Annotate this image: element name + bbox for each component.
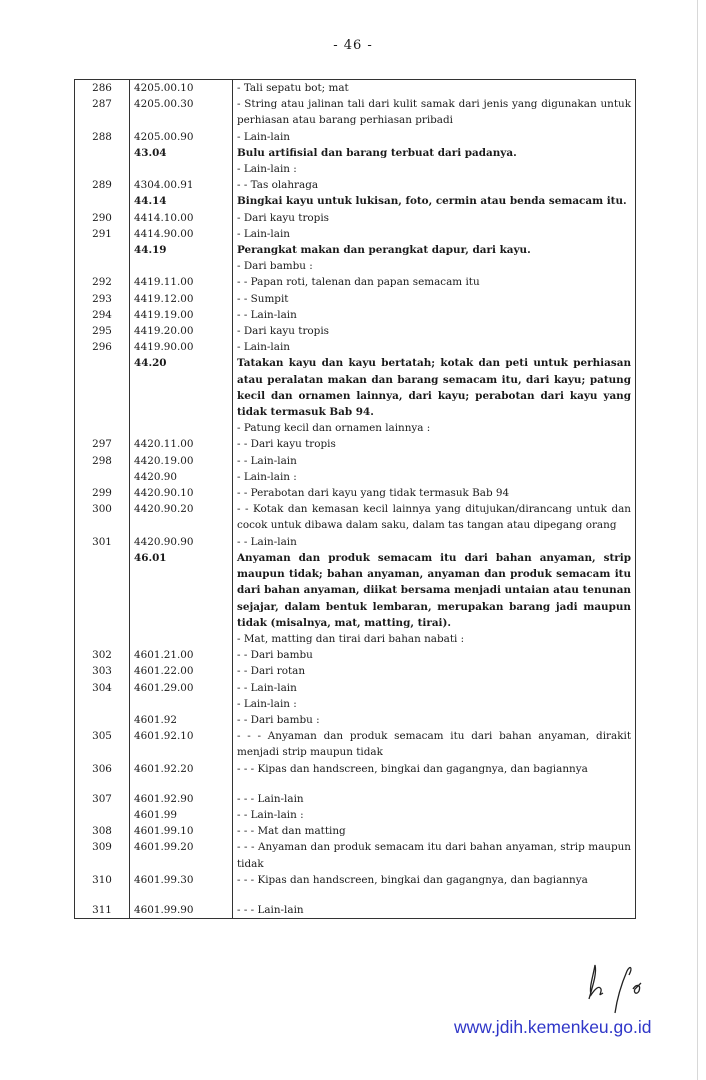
goods-description: - - - Anyaman dan produk semacam itu dari bahan anyaman, strip maupun tidak [233, 839, 636, 871]
hs-code: 4205.00.10 [130, 80, 233, 97]
table-row [75, 453, 636, 469]
row-number [75, 193, 130, 209]
page-number: - 46 - [333, 38, 373, 53]
hs-code: 4304.00.91 [130, 177, 233, 193]
hs-code: 4420.90.20 [130, 501, 233, 533]
table-row [75, 712, 636, 728]
row-number: 304 [75, 680, 130, 696]
row-number: 302 [75, 647, 130, 663]
hs-code [130, 696, 233, 712]
table-row [75, 872, 636, 902]
row-number [75, 258, 130, 274]
goods-description: - Patung kecil dan ornamen lainnya : [233, 420, 636, 436]
hs-code: 4601.92.90 [130, 791, 233, 807]
hs-code: 4414.10.00 [130, 210, 233, 226]
hs-code: 4601.92.10 [130, 728, 233, 760]
table-row [75, 631, 636, 647]
hs-code: 46.01 [130, 550, 233, 631]
goods-description: - Dari kayu tropis [233, 323, 636, 339]
hs-code: 4601.29.00 [130, 680, 233, 696]
goods-description: - - Lain-lain [233, 307, 636, 323]
table-row [75, 258, 636, 274]
row-number: 289 [75, 177, 130, 193]
row-number: 295 [75, 323, 130, 339]
hs-code: 4601.22.00 [130, 663, 233, 679]
table-row [75, 534, 636, 550]
table-row [75, 420, 636, 436]
goods-description: Anyaman dan produk semacam itu dari bahan anyaman, strip maupun tidak; bahan anyaman, anyaman dan produk semacam itu dari bahan anyaman, diikat bersama menjadi untaian atau tenunan sejajar, dalam bentuk lembaran, merupakan barang jadi maupun tidak (misalnya, mat, matting, tirai). [233, 550, 636, 631]
goods-description: - - - Kipas dan handscreen, bingkai dan gagangnya, dan bagiannya [233, 761, 636, 791]
row-number: 298 [75, 453, 130, 469]
goods-description: - - Lain-lain [233, 680, 636, 696]
hs-code: 4601.92.20 [130, 761, 233, 791]
goods-description: - - Lain-lain [233, 534, 636, 550]
goods-description: - Lain-lain : [233, 469, 636, 485]
hs-code: 4420.19.00 [130, 453, 233, 469]
footer-website-link[interactable]: www.jdih.kemenkeu.go.id [454, 1017, 652, 1037]
table-row [75, 436, 636, 452]
row-number: 290 [75, 210, 130, 226]
hs-code: 4420.11.00 [130, 436, 233, 452]
goods-description: - - Kotak dan kemasan kecil lainnya yang ditujukan/dirancang untuk dan cocok untuk dibawa dalam saku, dalam tas tangan atau dipegang orang [233, 501, 636, 533]
goods-description: - - Lain-lain [233, 453, 636, 469]
row-number: 311 [75, 902, 130, 919]
goods-description: - - Tas olahraga [233, 177, 636, 193]
goods-description: - String atau jalinan tali dari kulit samak dari jenis yang digunakan untuk perhiasan atau barang perhiasan pribadi [233, 96, 636, 128]
table-row [75, 761, 636, 791]
table-row [75, 145, 636, 161]
goods-description: - - - Anyaman dan produk semacam itu dari bahan anyaman, dirakit menjadi strip maupun tidak [233, 728, 636, 760]
row-number [75, 469, 130, 485]
hs-code: 4601.21.00 [130, 647, 233, 663]
hs-code: 44.20 [130, 355, 233, 420]
row-number: 293 [75, 291, 130, 307]
table-row [75, 550, 636, 631]
goods-description: - - - Kipas dan handscreen, bingkai dan gagangnya, dan bagiannya [233, 872, 636, 902]
row-number [75, 161, 130, 177]
row-number: 308 [75, 823, 130, 839]
row-number: 305 [75, 728, 130, 760]
hs-code: 4601.99.10 [130, 823, 233, 839]
row-number: 303 [75, 663, 130, 679]
row-number: 288 [75, 129, 130, 145]
row-number [75, 420, 130, 436]
hs-code: 4205.00.90 [130, 129, 233, 145]
row-number [75, 807, 130, 823]
hs-code: 4601.99.20 [130, 839, 233, 871]
row-number [75, 696, 130, 712]
hs-code: 4601.99 [130, 807, 233, 823]
page-edge-line [697, 0, 698, 1080]
table-row [75, 177, 636, 193]
hs-code [130, 161, 233, 177]
table-row [75, 823, 636, 839]
hs-code: 4420.90 [130, 469, 233, 485]
hs-code [130, 420, 233, 436]
hs-code: 4419.90.00 [130, 339, 233, 355]
goods-description: - - Sumpit [233, 291, 636, 307]
goods-description: - Dari bambu : [233, 258, 636, 274]
table-row [75, 663, 636, 679]
row-number: 294 [75, 307, 130, 323]
hs-code: 4419.20.00 [130, 323, 233, 339]
goods-description: Perangkat makan dan perangkat dapur, dari kayu. [233, 242, 636, 258]
hs-code: 4601.99.90 [130, 902, 233, 919]
table-row [75, 291, 636, 307]
table-row [75, 80, 636, 97]
row-number: 296 [75, 339, 130, 355]
goods-description: Bulu artifisial dan barang terbuat dari padanya. [233, 145, 636, 161]
hs-code [130, 631, 233, 647]
table-row [75, 485, 636, 501]
table-row [75, 323, 636, 339]
table-row [75, 339, 636, 355]
tariff-table [74, 79, 636, 919]
table-row [75, 161, 636, 177]
goods-description: - - Dari bambu : [233, 712, 636, 728]
hs-code: 4419.11.00 [130, 274, 233, 290]
goods-description: - Lain-lain [233, 226, 636, 242]
table-row [75, 902, 636, 919]
table-row [75, 501, 636, 533]
goods-description: - - Lain-lain : [233, 807, 636, 823]
hs-code: 44.14 [130, 193, 233, 209]
row-number: 300 [75, 501, 130, 533]
hs-code: 4414.90.00 [130, 226, 233, 242]
row-number: 297 [75, 436, 130, 452]
row-number: 309 [75, 839, 130, 871]
row-number [75, 355, 130, 420]
goods-description: - - Dari kayu tropis [233, 436, 636, 452]
hs-code: 4419.19.00 [130, 307, 233, 323]
table-row [75, 647, 636, 663]
row-number: 287 [75, 96, 130, 128]
row-number: 292 [75, 274, 130, 290]
goods-description: - - Papan roti, talenan dan papan semacam itu [233, 274, 636, 290]
goods-description: - Tali sepatu bot; mat [233, 80, 636, 97]
goods-description: - Mat, matting dan tirai dari bahan nabati : [233, 631, 636, 647]
row-number: 310 [75, 872, 130, 902]
hs-code: 43.04 [130, 145, 233, 161]
goods-description: - Lain-lain : [233, 161, 636, 177]
table-row [75, 226, 636, 242]
table-row [75, 807, 636, 823]
table-row [75, 96, 636, 128]
hs-code: 4601.99.30 [130, 872, 233, 902]
hs-code: 44.19 [130, 242, 233, 258]
goods-description: - - Dari rotan [233, 663, 636, 679]
goods-description: - - Dari bambu [233, 647, 636, 663]
goods-description: - Lain-lain [233, 129, 636, 145]
goods-description: - - - Lain-lain [233, 902, 636, 919]
table-row [75, 791, 636, 807]
goods-description: - - Perabotan dari kayu yang tidak termasuk Bab 94 [233, 485, 636, 501]
table-row [75, 242, 636, 258]
row-number [75, 242, 130, 258]
hs-code [130, 258, 233, 274]
goods-description: - Dari kayu tropis [233, 210, 636, 226]
goods-description: - - - Mat dan matting [233, 823, 636, 839]
table-row [75, 728, 636, 760]
table-row [75, 274, 636, 290]
goods-description: - - - Lain-lain [233, 791, 636, 807]
table-row [75, 193, 636, 209]
table-row [75, 469, 636, 485]
table-row [75, 696, 636, 712]
table-row [75, 355, 636, 420]
tariff-table-body [75, 80, 636, 919]
signature-initials [575, 955, 655, 1015]
row-number: 301 [75, 534, 130, 550]
hs-code: 4419.12.00 [130, 291, 233, 307]
hs-code: 4601.92 [130, 712, 233, 728]
row-number: 286 [75, 80, 130, 97]
row-number [75, 712, 130, 728]
table-row [75, 210, 636, 226]
row-number: 299 [75, 485, 130, 501]
row-number [75, 631, 130, 647]
goods-description: - Lain-lain [233, 339, 636, 355]
table-row [75, 307, 636, 323]
hs-code: 4420.90.10 [130, 485, 233, 501]
goods-description: Bingkai kayu untuk lukisan, foto, cermin atau benda semacam itu. [233, 193, 636, 209]
row-number: 307 [75, 791, 130, 807]
table-row [75, 680, 636, 696]
row-number [75, 145, 130, 161]
goods-description: - Lain-lain : [233, 696, 636, 712]
row-number: 291 [75, 226, 130, 242]
hs-code: 4205.00.30 [130, 96, 233, 128]
goods-description: Tatakan kayu dan kayu bertatah; kotak dan peti untuk perhiasan atau peralatan makan dan barang semacam itu, dari kayu; patung kecil dan ornamen lainnya, dari kayu; perabotan dari kayu yang tidak termasuk Bab 94. [233, 355, 636, 420]
table-row [75, 129, 636, 145]
row-number: 306 [75, 761, 130, 791]
row-number [75, 550, 130, 631]
table-row [75, 839, 636, 871]
hs-code: 4420.90.90 [130, 534, 233, 550]
